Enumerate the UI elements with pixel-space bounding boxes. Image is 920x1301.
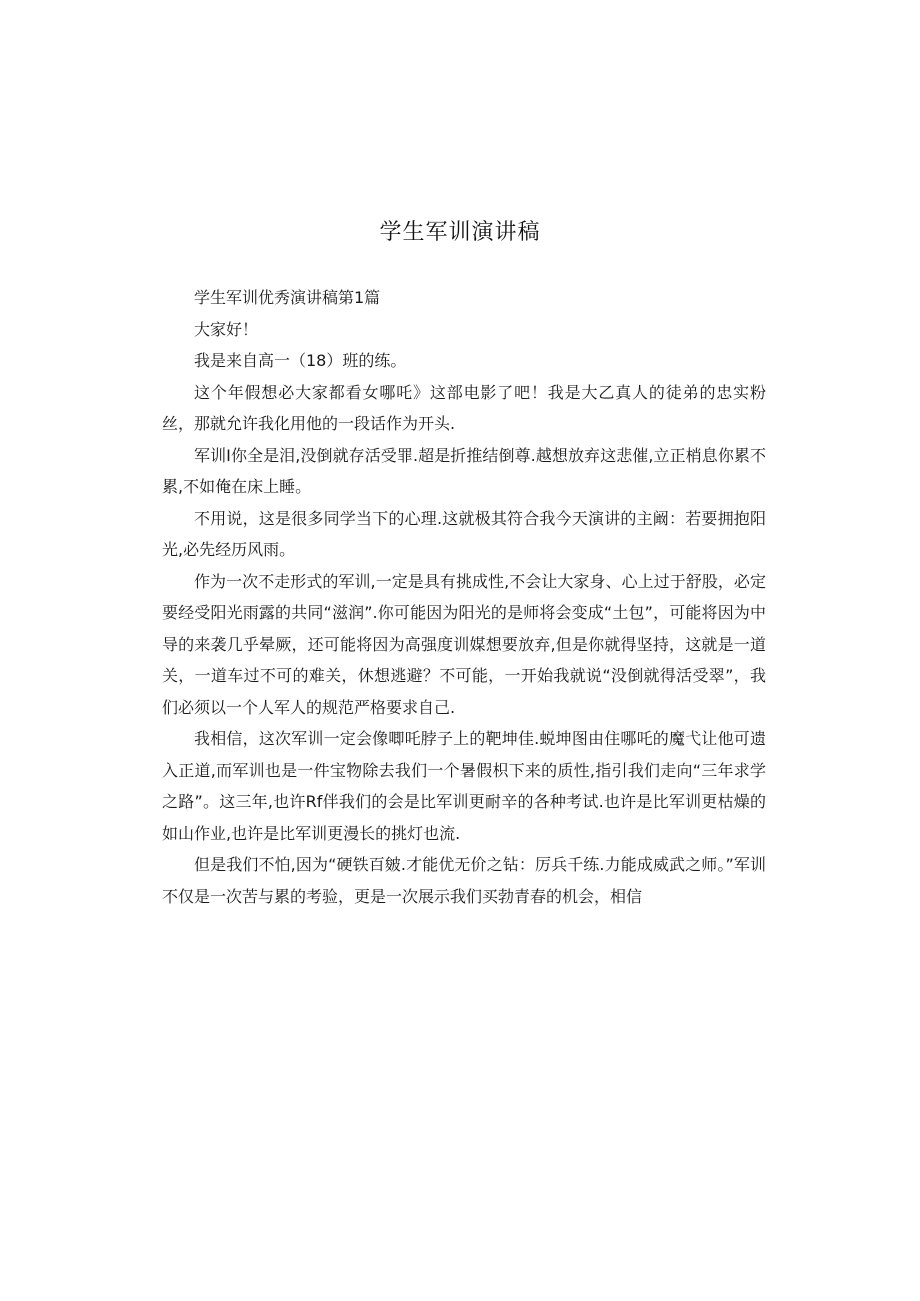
document-body <box>162 282 766 912</box>
paragraph-theme: 不用说，这是很多同学当下的心理.这就极其符合我今天演讲的主阚：若要拥抱阳光,必先经历风雨。 <box>162 508 766 559</box>
paragraph-conclusion: 但是我们不怕,因为“硬铁百皴.才能优无价之钻：厉兵千练.力能成威武之师。”军训不仅是一次苦与累的考验，更是一次展示我们买勃青春的机会，相信 <box>162 855 766 906</box>
paragraph-poem: 军训I你全是泪,没倒就存活受罪.超是折推结倒尊.越想放弃这悲催,立正梢息你累不累,不如俺在床上睡。 <box>162 445 766 496</box>
paragraph-belief: 我相信，这次军训一定会像唧吒脖子上的靶坤佳.蜕坤图由住哪吒的魔弋让他可遗入正道,而军训也是一件宝物除去我们一个暑假枳下来的质性,指引我们走向“三年求学之路”。这三年,也许Rf伴我们的会是比军训更耐辛的各种考试.也许是比军训更枯燥的如山作业,也许是比军训更漫长的挑灯也流. <box>162 729 766 843</box>
paragraph-intro: 我是来自高一（18）班的练。 <box>194 351 407 370</box>
paragraph-movie: 这个年假想必大家都看女哪吒》这部电影了吧！我是大乙真人的徒弟的忠实粉丝，那就允许我化用他的一段话作为开头. <box>162 382 766 433</box>
paragraph-subtitle: 学生军训优秀演讲稿第1篇 <box>194 288 381 307</box>
paragraph-challenge: 作为一次不走形式的军训,一定是具有挑成性,不会让大家身、心上过于舒股，必定要经受阳光雨露的共同“滋润”.你可能因为阳光的是师将会变成“土包”，可能将因为中导的来袭几乎晕厥，还可能将因为高强度训媒想要放弃,但是你就得坚持，这就是一道关，一道车过不可的难关，休想逃避？不可能，一开始我就说“没倒就得活受翠”，我们必须以一个人军人的规范严格要求自己. <box>162 571 766 717</box>
paragraph-greeting: 大家好！ <box>194 319 259 339</box>
document-title: 学生军训演讲稿 <box>379 220 541 245</box>
